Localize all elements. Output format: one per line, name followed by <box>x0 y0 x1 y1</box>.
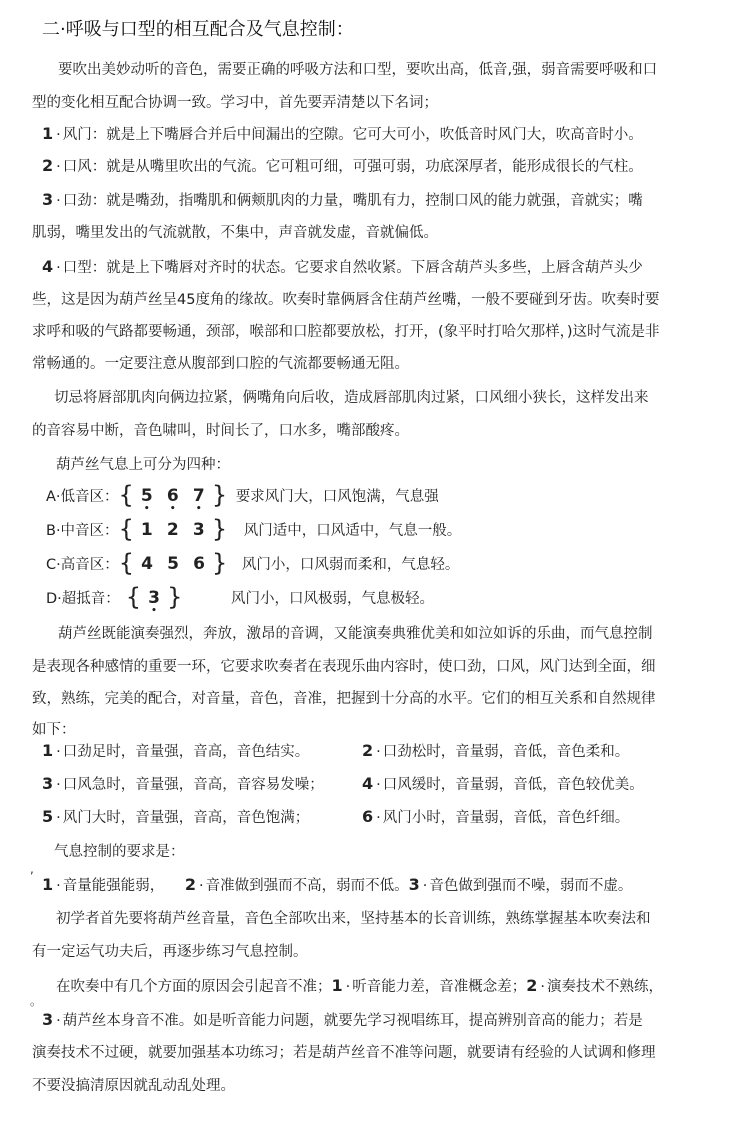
term-mouth-strength: 3 · 口劲：就是嘴劲，指嘴肌和俩颊肌肉的力量，嘴肌有力，控制口风的能力就强，音就实；嘴 <box>42 190 643 209</box>
note: 6 <box>166 486 179 506</box>
control-line-3: 致，熟练，完美的配合，对音量，音色，音准，把握到十分高的水平。它们的相互关系和自然规律 <box>32 691 656 707</box>
range-ultra <box>46 583 434 616</box>
note: 6 <box>193 554 205 574</box>
stray-mark: , <box>30 862 34 876</box>
range-label: D·超抵音： <box>46 591 120 607</box>
notation-notes <box>141 588 167 616</box>
note: 3 <box>192 520 205 540</box>
right-brace: } <box>211 481 228 509</box>
range-desc: 风门小，口风极弱，气息极轻。 <box>230 591 434 607</box>
range-label: A·低音区： <box>46 489 119 505</box>
pitch-line-3: 演奏技术不过硬，就要加强基本功练习；若是葫芦丝音不准等问题，就要请有经验的人试调和修理 <box>32 1045 656 1061</box>
range-low <box>46 481 439 514</box>
note: 1 <box>140 520 153 540</box>
term-number: 1 <box>42 124 54 143</box>
caution-line-1: 切忌将唇部肌肉向俩边拉紧，俩嘴角向后收，造成唇部肌肉过紧，口风细小狭长，这样发出来 <box>54 390 649 406</box>
pitch-line-4: 不要没搞清原因就乱动乱处理。 <box>32 1078 235 1094</box>
range-desc: 要求风门大，口风饱满，气息强 <box>235 489 439 505</box>
range-desc: 风门适中，口风适中，气息一般。 <box>243 523 462 539</box>
left-brace: { <box>118 549 135 577</box>
rule-item: 3 · 口风急时，音量强，音高，音容易发噪； <box>42 774 324 793</box>
note: 5 <box>167 554 179 574</box>
term-text: 口风：就是从嘴里吹出的气流。它可粗可细，可强可弱，功底深厚者，能形成很长的气柱。 <box>62 159 643 175</box>
beginner-line-1: 初学者首先要将葫芦丝音量，音色全部吹出来，坚持基本的长音训练，熟练掌握基本吹奏法和 <box>56 911 651 927</box>
rule-item: 1 · 口劲足时，音量强，音高，音色结实。 <box>42 741 310 760</box>
rule-item: 2 · 口劲松时，音量弱，音低，音色柔和。 <box>362 741 630 760</box>
requirements-line: 1 · 音量能强能弱， 2 · 音准做到强而不高，弱而不低。3 · 音色做到强而不噪，弱而不虚。 <box>42 875 633 894</box>
note: 5 <box>140 486 153 506</box>
caution-line-2: 的音容易中断，音色啸叫，时间长了，口水多，嘴部酸疼。 <box>32 423 409 439</box>
control-line-4: 如下： <box>32 722 76 738</box>
pitch-line-1: 在吹奏中有几个方面的原因会引起音不准；1 · 听音能力差，音准概念差；2 · 演奏技术不熟练， <box>56 976 663 995</box>
ranges-heading: 葫芦丝气息上可分为四种： <box>56 457 230 473</box>
right-brace: } <box>212 549 228 577</box>
right-brace: } <box>167 583 183 611</box>
pitch-line-2: 3 · 葫芦丝本身音不准。如是听音能力问题，就要先学习视唱练耳，提高辨别音高的能力；若是 <box>42 1010 643 1029</box>
term-wind-gate: 1 · 风门：就是上下嘴唇合并后中间漏出的空隙。它可大可小，吹低音时风门大，吹高音时小。 <box>42 124 643 143</box>
term-mouth-shape: 4 · 口型：就是上下嘴唇对齐时的状态。它要求自然收紧。下唇含葫芦头多些，上唇含葫芦头少 <box>42 257 643 276</box>
range-desc: 风门小，口风弱而柔和，气息轻。 <box>241 557 460 573</box>
intro-line-1: 要吹出美妙动听的音色，需要正确的呼吸方法和口型，要吹出高，低音,强，弱音需要呼吸和口 <box>58 62 658 78</box>
low-octave-dot: • <box>169 504 176 514</box>
intro-line-2: 型的变化相互配合协调一致。学习中，首先要弄清楚以下名词； <box>32 95 438 111</box>
notation-notes <box>134 554 212 574</box>
range-middle <box>46 515 462 543</box>
term-number: 2 <box>42 156 54 175</box>
section-title: 二·呼吸与口型的相互配合及气息控制： <box>42 19 354 40</box>
left-brace: { <box>125 583 142 611</box>
rule-item: 6 · 风门小时，音量弱，音低，音色纤细。 <box>362 807 630 826</box>
beginner-line-2: 有一定运气功夫后，再逐步练习气息控制。 <box>32 944 308 960</box>
term-mouth-strength-cont: 肌弱，嘴里发出的气流就散，不集中，声音就发虚，音就偏低。 <box>32 225 438 241</box>
stray-mark: 。 <box>30 994 43 1008</box>
term-mouth-shape-cont-2: 求呼和吸的气路都要畅通，颈部，喉部和口腔都要放松，打开，(象平时打哈欠那样，)这时气流是非 <box>32 324 660 340</box>
low-octave-dot: • <box>151 606 157 616</box>
range-label: B·中音区： <box>46 523 119 539</box>
left-brace: { <box>118 515 134 543</box>
term-number: 4 <box>42 257 54 276</box>
term-text: 口劲：就是嘴劲，指嘴肌和俩颊肌肉的力量，嘴肌有力，控制口风的能力就强，音就实；嘴 <box>62 193 643 209</box>
control-line-1: 葫芦丝既能演奏强烈，奔放，激昂的音调，又能演奏典雅优美和如泣如诉的乐曲，而气息控制 <box>58 626 653 642</box>
term-mouth-shape-cont-3: 常畅通的。一定要注意从腹部到口腔的气流都要畅通无阻。 <box>32 356 409 372</box>
left-brace: { <box>118 481 134 509</box>
note: 3 <box>148 588 160 608</box>
rule-item: 4 · 口风缓时，音量弱，音低，音色较优美。 <box>362 774 644 793</box>
notation-notes <box>134 486 212 514</box>
term-airflow: 2 · 口风：就是从嘴里吹出的气流。它可粗可细，可强可弱，功底深厚者，能形成很长的气柱。 <box>42 156 643 175</box>
note: 4 <box>141 554 153 574</box>
notation-notes <box>134 520 212 540</box>
term-text: 口型：就是上下嘴唇对齐时的状态。它要求自然收紧。下唇含葫芦头多些，上唇含葫芦头少 <box>62 260 643 276</box>
rule-item: 5 · 风门大时，音量强，音高，音色饱满； <box>42 807 310 826</box>
right-brace: } <box>211 515 228 543</box>
control-line-2: 是表现各种感情的重要一环，它要求吹奏者在表现乐曲内容时，使口劲，口风，风门达到全面，细 <box>32 659 656 675</box>
term-mouth-shape-cont-1: 些，这是因为葫芦丝呈45度角的缘故。吹奏时靠俩唇含住葫芦丝嘴，一般不要碰到牙齿。吹奏时要 <box>32 292 660 308</box>
term-number: 3 <box>42 190 54 209</box>
range-high <box>46 549 460 577</box>
note: 2 <box>166 520 179 540</box>
requirements-heading: 气息控制的要求是： <box>54 844 185 860</box>
range-label: C·高音区： <box>46 557 119 573</box>
low-octave-dot: • <box>143 504 150 514</box>
low-octave-dot: • <box>195 504 202 514</box>
note: 7 <box>192 486 205 506</box>
term-text: 风门：就是上下嘴唇合并后中间漏出的空隙。它可大可小，吹低音时风门大，吹高音时小。 <box>62 127 643 143</box>
